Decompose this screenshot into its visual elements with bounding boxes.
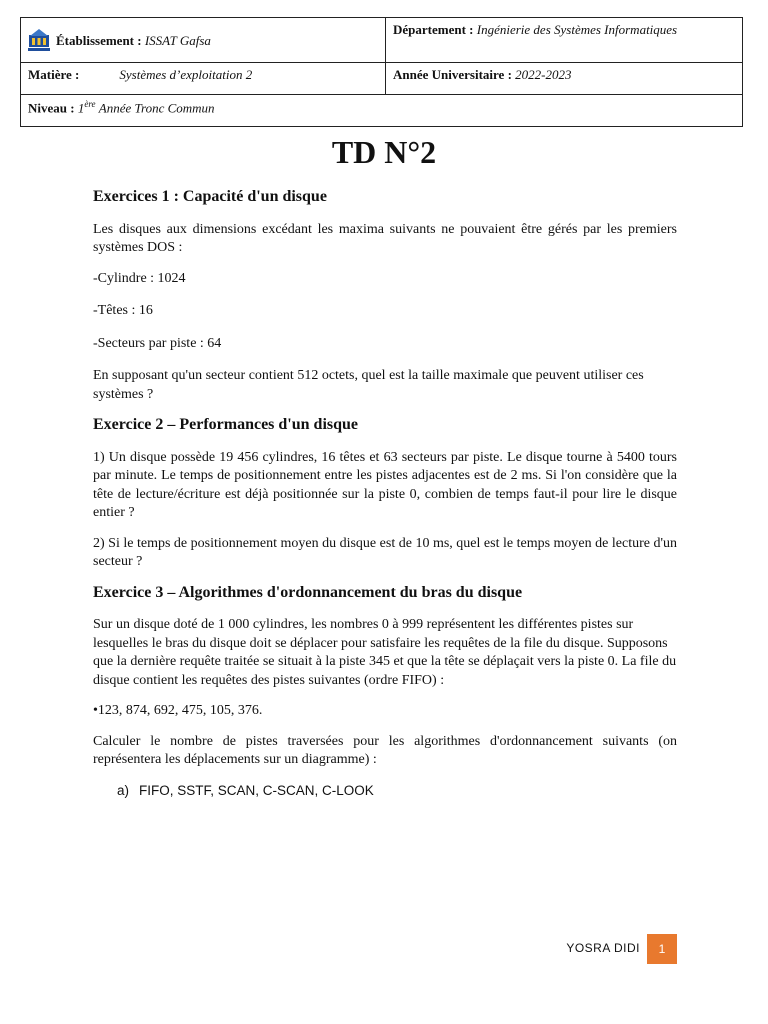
departement-label: Département :: [393, 22, 474, 37]
niveau-num: 1: [77, 100, 85, 116]
ex1-secteurs: -Secteurs par piste : 64: [93, 335, 222, 351]
niveau-value: Année Tronc Commun: [98, 100, 215, 116]
header-table: [20, 17, 743, 127]
ex1-heading: Exercices 1 : Capacité d'un disque: [93, 188, 327, 205]
niveau-cell: [21, 95, 743, 127]
main-content: [93, 188, 677, 800]
matiere-label: Matière :: [28, 67, 80, 82]
ex2-q1: 1) Un disque possède 19 456 cylindres, 16 têtes et 63 secteurs par piste. Le disque tourne à 5400 tours par minute. Le temps de positionnement entre les pistes adjacentes est de 2 ms. Si l'on considère que la tête de lecture/écriture est déjà positionnée sur la piste 0, combien de temps faut-il pour lire le disque entier ?: [93, 449, 677, 520]
ex3-heading: Exercice 3 – Algorithmes d'ordonnancement du bras du disque: [93, 583, 523, 601]
niveau-label: Niveau :: [28, 100, 75, 116]
list-marker: a): [117, 782, 130, 798]
ex2-q2: 2) Si le temps de positionnement moyen du disque est de 10 ms, quel est le temps moyen de lecture d'un secteur ?: [93, 535, 677, 569]
annee-value: 2022-2023: [515, 67, 572, 82]
ex1-tetes: -Têtes : 16: [93, 303, 153, 318]
departement-value: Ingénierie des Systèmes Informatiques: [476, 22, 678, 37]
ex2-heading: Exercice 2 – Performances d'un disque: [93, 416, 359, 433]
page-number: 1: [647, 934, 677, 964]
matiere-cell: [21, 63, 386, 95]
annee-label: Année Universitaire :: [393, 67, 512, 82]
niveau-sup: ère: [84, 99, 96, 109]
ex1-question: En supposant qu'un secteur contient 512 octets, quel est la taille maximale que peuvent utiliser ces systèmes ?: [93, 368, 644, 402]
list-text: FIFO, SSTF, SCAN, C-SCAN, C-LOOK: [139, 782, 374, 798]
departement-cell: [386, 18, 743, 63]
ex3-requests: •123, 874, 692, 475, 105, 376.: [93, 703, 263, 718]
algorithm-list-item: [93, 782, 677, 801]
ex3-question: Calculer le nombre de pistes traversées pour les algorithmes d'ordonnancement suivants (on représentera les déplacements sur un diagramme) :: [93, 733, 677, 767]
ex1-cylindre: -Cylindre : 1024: [93, 270, 186, 286]
page-title: TD N°2: [331, 134, 437, 170]
footer-author: YOSRA DIDI: [566, 941, 640, 955]
etablissement-cell: [21, 18, 386, 63]
etablissement-label: Établissement :: [56, 33, 142, 48]
annee-cell: [386, 63, 743, 95]
ex3-intro: Sur un disque doté de 1 000 cylindres, les nombres 0 à 999 représentent les différentes pistes sur lesquelles le bras du disque doit se déplacer pour satisfaire les requêtes de la file du disque. Supposons que la dernière requête traitée se situait à la piste 345 et que la tête se déplaçait vers la piste 0. La file du disque contient les requêtes des pistes suivantes (ordre FIFO) :: [93, 617, 677, 688]
etablissement-value: ISSAT Gafsa: [144, 33, 211, 48]
matiere-value: Systèmes d’exploitation 2: [119, 67, 253, 82]
ex1-intro: Les disques aux dimensions excédant les maxima suivants ne pouvaient être gérés par les premiers systèmes DOS :: [93, 221, 677, 255]
school-logo-icon: [28, 29, 50, 53]
